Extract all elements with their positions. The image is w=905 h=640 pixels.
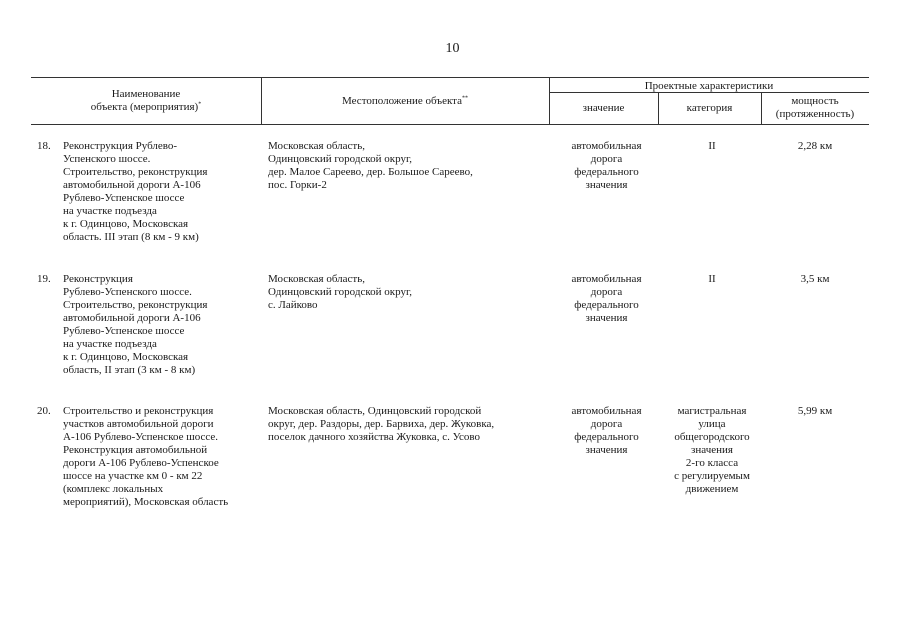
row-category: II	[708, 140, 716, 152]
row-number: 18.	[37, 140, 51, 152]
header-value: значение	[582, 102, 625, 114]
row-capacity: 3,5 км	[800, 273, 830, 285]
header-project-characteristics: Проектные характеристики	[644, 80, 774, 92]
header-object-name-line2: объекта (мероприятия)*	[90, 101, 202, 113]
header-category: категория	[686, 102, 733, 114]
row-location: Московская область, Одинцовский городской округ, дер. Раздоры, дер. Барвиха, дер. Жуковка, поселок дачного хозяйства Жуковка, с. Усово	[268, 405, 495, 443]
row-location: Московская область, Одинцовский городской округ, дер. Малое Сареево, дер. Большое Сареево, пос. Горки-2	[268, 140, 473, 191]
row-object-name: Реконструкция Рублево-Успенского шоссе. Строительство, реконструкция автомобильной дороги А-106 Рублево-Успенское шоссе на участке подъезда к г. Одинцово, Московская область, II этап (3 км - 8 км)	[63, 273, 208, 376]
row-category: магистральная улица общегородского значения 2-го класса с регулируемым движением	[674, 405, 750, 495]
header-object-name	[31, 88, 261, 114]
row-value: автомобильная дорога федерального значения	[571, 273, 642, 324]
row-capacity: 2,28 км	[797, 140, 833, 152]
row-value: автомобильная дорога федерального значения	[571, 140, 642, 191]
row-object-name: Реконструкция Рублево- Успенского шоссе. Строительство, реконструкция автомобильной дороги А-106 Рублево-Успенское шоссе на участке подъезда к г. Одинцово, Московская область. III этап (8 км - 9 км)	[63, 140, 208, 243]
footnote-mark: **	[461, 95, 468, 102]
row-capacity: 5,99 км	[797, 405, 833, 417]
table-header-bottom-rule	[31, 124, 869, 125]
row-value: автомобильная дорога федерального значения	[571, 405, 642, 456]
page-number: 10	[445, 41, 460, 56]
row-number: 20.	[37, 405, 51, 417]
header-capacity: мощность (протяженность)	[775, 95, 855, 120]
table-top-rule	[31, 77, 869, 78]
footnote-mark: *	[198, 101, 202, 108]
header-location: Местоположение объекта**	[342, 95, 468, 107]
row-number: 19.	[37, 273, 51, 285]
row-location: Московская область, Одинцовский городской округ, с. Лайково	[268, 273, 412, 311]
header-object-name-line1: Наименование	[111, 88, 181, 100]
row-object-name: Строительство и реконструкция участков автомобильной дороги А-106 Рублево-Успенское шоссе. Реконструкция автомобильной дороги А-106 Рублево-Успенское шоссе на участке км 0 - км 22 (комплекс локальных мероприятий), Московская область	[63, 405, 229, 508]
row-category: II	[708, 273, 716, 285]
